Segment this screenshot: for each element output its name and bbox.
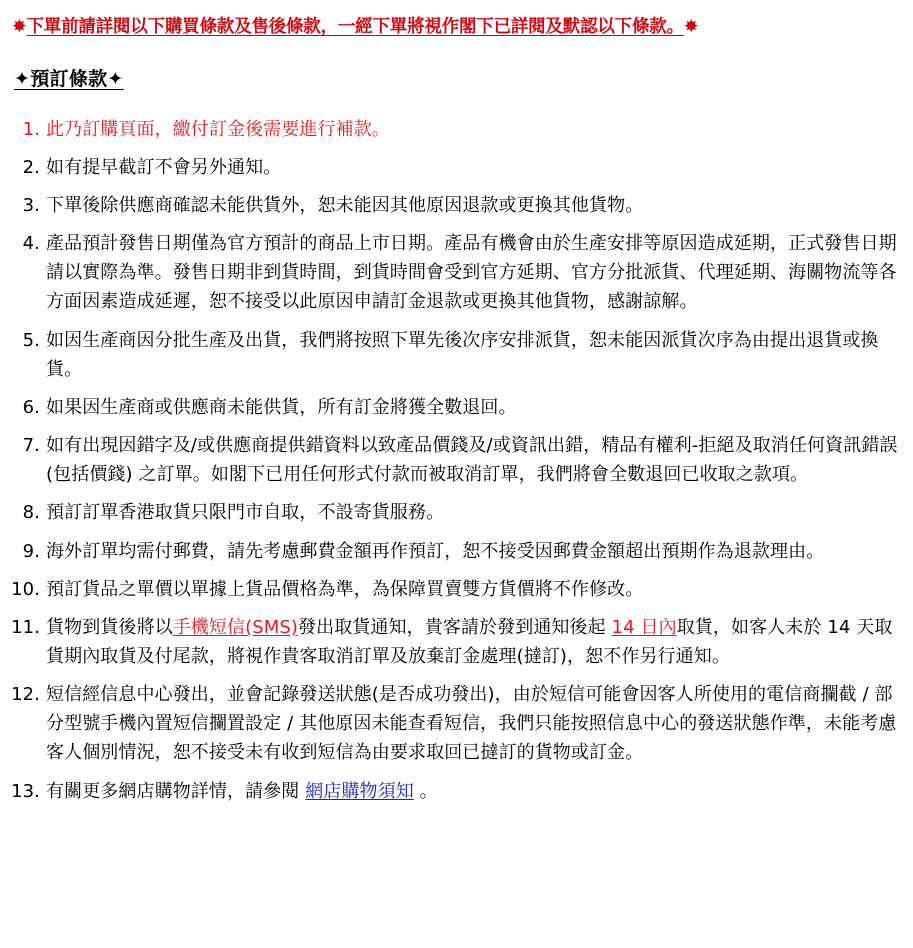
term-item: [10, 393, 899, 422]
term-item: [10, 115, 899, 144]
term-text-run: 發出取貨通知，貴客請於發到通知後起: [298, 616, 612, 638]
term-item: [10, 431, 899, 489]
term-number: 2.: [22, 156, 40, 178]
star-icon-left: ✸: [12, 17, 27, 37]
term-item: [10, 326, 899, 384]
term-number: 5.: [22, 329, 40, 351]
term-text: 如因生產商因分批生產及出貨，我們將按照下單先後次序安排派貨，恕未能因派貨次序為由提出退貨或換貨。: [46, 329, 879, 380]
term-text: 海外訂單均需付郵費，請先考慮郵費金額再作預訂，恕不接受因郵費金額超出預期作為退款理由。: [46, 540, 825, 562]
section-heading-wrap: [10, 42, 899, 101]
term-item: [10, 537, 899, 566]
term-number: 7.: [22, 435, 40, 457]
term-number: 6.: [22, 396, 40, 418]
top-warning-text: 下單前請詳閱以下購買條款及售後條款，一經下單將視作閣下已詳閱及默認以下條款。: [26, 17, 684, 37]
term-text: 下單後除供應商確認未能供貨外，恕未能因其他原因退款或更換其他貨物。: [46, 194, 644, 216]
term-item: [10, 777, 899, 806]
term-text: 如有提早截訂不會另外通知。: [46, 156, 282, 178]
term-text: 此乃訂購頁面，繳付訂金後需要進行補款。: [46, 118, 390, 140]
star-icon-right: ✸: [683, 17, 699, 37]
term-item: [10, 229, 899, 316]
term-highlight: 14 日內: [611, 616, 677, 638]
term-text: 預訂訂單香港取貨只限門市自取，不設寄貨服務。: [46, 502, 445, 524]
term-text-run: 。: [413, 780, 438, 802]
term-item: [10, 191, 899, 220]
term-number: 10.: [11, 578, 40, 600]
term-item: [10, 575, 899, 604]
term-text: [46, 781, 438, 802]
term-text: 如果因生產商或供應商未能供貨，所有訂金將獲全數退回。: [46, 396, 517, 418]
term-number: 13.: [11, 780, 40, 802]
term-text: [46, 617, 892, 667]
term-text: 產品預計發售日期僅為官方預計的商品上市日期。產品有機會由於生產安排等原因造成延期，正式發售日期請以實際為準。發售日期非到貨時間，到貨時間會受到官方延期、官方分批派貨、代理延期、海關物流等各方面因素造成延遲，恕不接受以此原因申請訂金退款或更換其他貨物，感謝諒解。: [46, 233, 897, 313]
page-title: ✦預訂條款✦: [14, 67, 124, 90]
term-number: 12.: [11, 684, 40, 706]
term-number: 9.: [22, 540, 40, 562]
term-text: 短信經信息中心發出，並會記錄發送狀態(是否成功發出)，由於短信可能會因客人所使用的電信商攔截 / 部分型號手機內置短信攔置設定 / 其他原因未能查看短信，我們只能按照信息中心的發送狀態作準，未能考慮客人個別情況，恕不接受未有收到短信為由要求取回已撻訂的貨物或訂金。: [46, 684, 897, 764]
top-warning-banner: [12, 16, 899, 40]
term-highlight: 手機短信(SMS): [172, 616, 299, 638]
term-number: 8.: [22, 502, 40, 524]
term-number: 1.: [22, 118, 40, 140]
term-number: 11.: [11, 616, 40, 638]
term-item: [10, 153, 899, 182]
term-text-run: 取貨，如客人未於 14 天取貨期內取貨及付尾款，將視作貴客取消訂單及放棄訂金處理(撻訂)，恕不作另行通知。: [46, 616, 893, 667]
term-text: 預訂貨品之單價以單據上貨品價格為準，為保障買賣雙方貨價將不作修改。: [46, 578, 644, 600]
term-item: [10, 680, 899, 767]
shop-guide-link[interactable]: 網店購物須知: [305, 780, 414, 802]
term-number: 4.: [22, 233, 40, 255]
terms-list: [10, 115, 899, 806]
term-text: 如有出現因錯字及/或供應商提供錯資料以致產品價錢及/或資訊出錯，精品有權利-拒絕及取消任何資訊錯誤(包括價錢) 之訂單。如閣下已用任何形式付款而被取消訂單，我們將會全數退回已收取之款項。: [46, 435, 898, 486]
term-item: [10, 498, 899, 527]
term-number: 3.: [22, 194, 40, 216]
term-text-run: 有關更多網店購物詳情，請參閱: [46, 780, 306, 802]
term-text-run: 貨物到貨後將以: [46, 616, 173, 638]
term-item: [10, 613, 899, 671]
